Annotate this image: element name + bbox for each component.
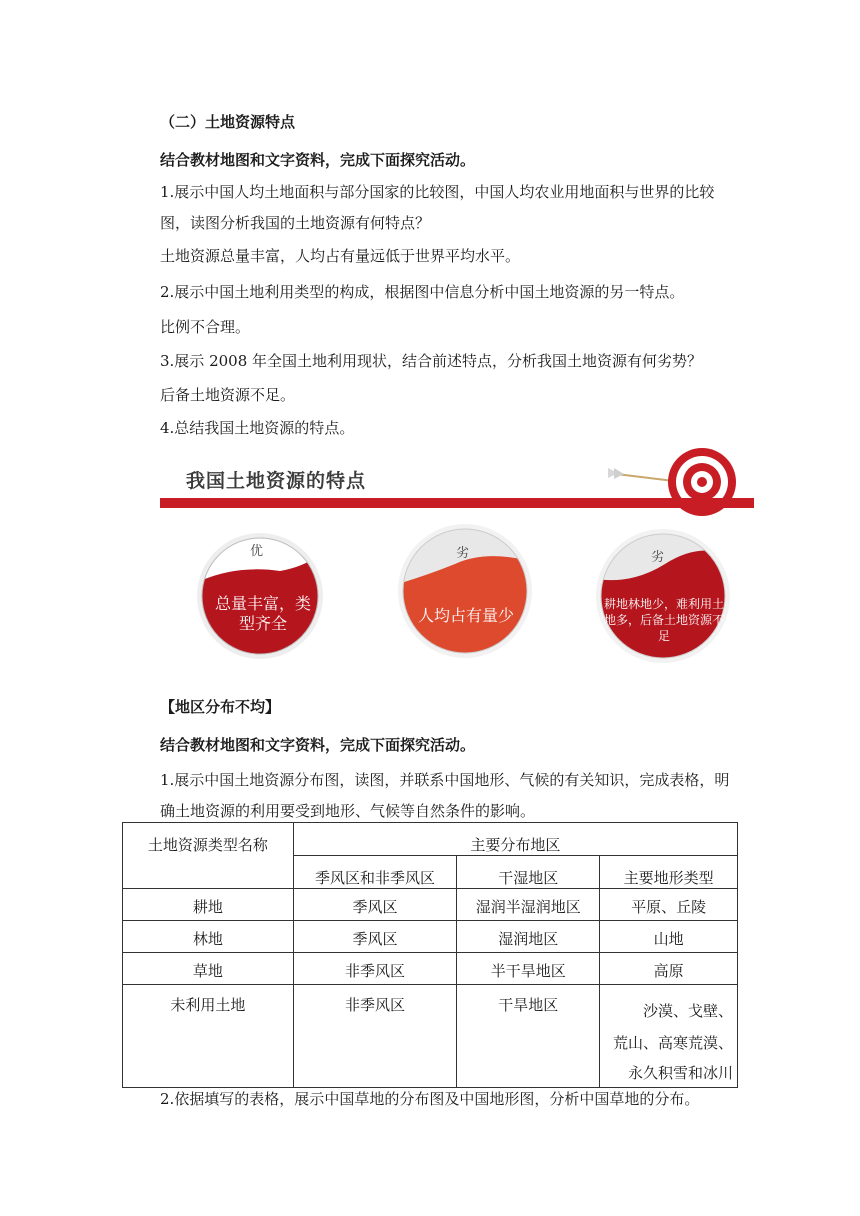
cell-terrain: 平原、丘陵 bbox=[600, 889, 738, 921]
land-distribution-table bbox=[122, 822, 738, 1088]
cell-type: 未利用土地 bbox=[123, 985, 294, 1088]
circle-2-tag: 劣 bbox=[456, 546, 470, 561]
cell-moisture: 湿润地区 bbox=[457, 921, 600, 953]
instruction-text-2: 结合教材地图和文字资料，完成下面探究活动。 bbox=[160, 736, 476, 754]
question-1-line-2: 图，读图分析我国的土地资源有何特点？ bbox=[160, 214, 431, 232]
subheader-monsoon: 季风区和非季风区 bbox=[293, 856, 457, 889]
terrain-line-1: 沙漠、戈壁、 bbox=[642, 1002, 733, 1020]
cell-type: 耕地 bbox=[123, 889, 294, 921]
question-4: 4.总结我国土地资源的特点。 bbox=[160, 419, 355, 437]
terrain-line-2: 荒山、高寒荒漠、 bbox=[612, 1034, 733, 1052]
cell-moisture: 干旱地区 bbox=[457, 985, 600, 1088]
subheader-moisture: 干湿地区 bbox=[457, 856, 600, 889]
circle-3-tag: 劣 bbox=[651, 550, 665, 565]
cell-terrain: 高原 bbox=[600, 953, 738, 985]
circle-2-text: 人均占有量少 bbox=[417, 606, 514, 625]
cell-monsoon: 季风区 bbox=[293, 889, 457, 921]
table-row bbox=[123, 921, 738, 953]
question-6: 2.依据填写的表格，展示中国草地的分布图及中国地形图，分析中国草地的分布。 bbox=[160, 1090, 700, 1108]
land-features-banner bbox=[160, 446, 756, 676]
cell-type: 草地 bbox=[123, 953, 294, 985]
banner-title: 我国土地资源的特点 bbox=[186, 470, 367, 492]
question-5-line-1: 1.展示中国土地资源分布图，读图，并联系中国地形、气候的有关知识，完成表格，明 bbox=[160, 771, 730, 789]
table-row bbox=[123, 985, 738, 1088]
table-header-row bbox=[123, 823, 738, 856]
cell-moisture: 湿润半湿润地区 bbox=[457, 889, 600, 921]
cell-terrain bbox=[600, 985, 738, 1088]
answer-2: 比例不合理。 bbox=[160, 318, 251, 336]
subsection-title: 【地区分布不均】 bbox=[160, 698, 281, 716]
circle-3-text: 耕地林地少，难利用土地多，后备土地资源不足 bbox=[603, 597, 724, 643]
circle-1-tag: 优 bbox=[250, 544, 264, 559]
cell-moisture: 半干旱地区 bbox=[457, 953, 600, 985]
table-row bbox=[123, 953, 738, 985]
terrain-line-3: 永久积雪和冰川 bbox=[627, 1064, 733, 1082]
question-5-line-2: 确土地资源的利用要受到地形、气候等自然条件的影响。 bbox=[160, 802, 536, 820]
cell-monsoon: 非季风区 bbox=[293, 953, 457, 985]
answer-1: 土地资源总量丰富，人均占有量远低于世界平均水平。 bbox=[160, 247, 521, 265]
section-title: （二）土地资源特点 bbox=[160, 113, 296, 131]
instruction-text: 结合教材地图和文字资料，完成下面探究活动。 bbox=[160, 151, 476, 169]
answer-3: 后备土地资源不足。 bbox=[160, 386, 296, 404]
header-main: 主要分布地区 bbox=[293, 823, 737, 856]
table-row bbox=[123, 889, 738, 921]
cell-type: 林地 bbox=[123, 921, 294, 953]
cell-monsoon: 季风区 bbox=[293, 921, 457, 953]
header-type: 土地资源类型名称 bbox=[123, 823, 294, 889]
subheader-terrain: 主要地形类型 bbox=[600, 856, 738, 889]
question-3: 3.展示 2008 年全国土地利用现状，结合前述特点，分析我国土地资源有何劣势？ bbox=[160, 352, 703, 370]
cell-terrain: 山地 bbox=[600, 921, 738, 953]
question-1-line-1: 1.展示中国人均土地面积与部分国家的比较图，中国人均农业用地面积与世界的比较 bbox=[160, 183, 715, 201]
cell-monsoon: 非季风区 bbox=[293, 985, 457, 1088]
question-2: 2.展示中国土地利用类型的构成，根据图中信息分析中国土地资源的另一特点。 bbox=[160, 283, 685, 301]
circle-1-text: 总量丰富，类型齐全 bbox=[214, 594, 311, 633]
